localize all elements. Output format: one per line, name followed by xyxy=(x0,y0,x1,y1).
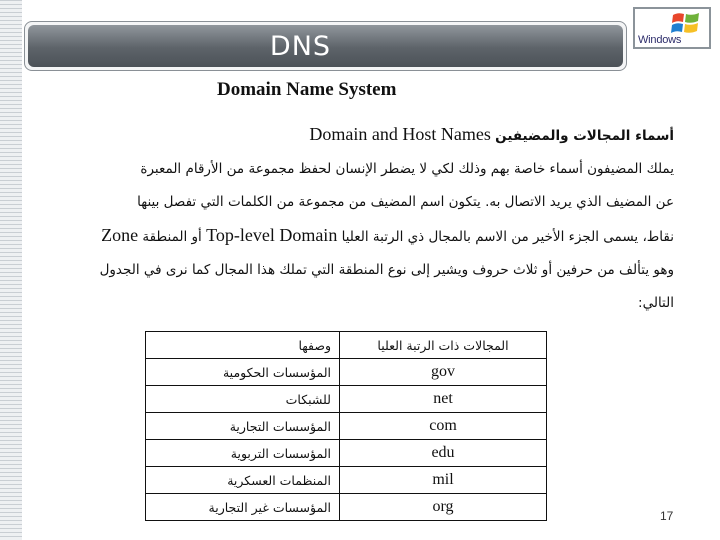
body-text xyxy=(34,118,674,320)
windows-logo-text: Windows xyxy=(638,34,682,46)
header-description: وصفها xyxy=(146,332,340,359)
table-row xyxy=(146,386,547,413)
paragraph-line-4: وهو يتألف من حرفين أو ثلاث حروف ويشير إلى نوع المنطقة التي تملك هذا المجال كما نرى في الجدول xyxy=(99,262,674,278)
description-cell: المؤسسات التجارية xyxy=(146,413,340,440)
paragraph-line-5: التالي: xyxy=(638,295,674,311)
page-number: 17 xyxy=(660,509,674,523)
description-cell: المنظمات العسكرية xyxy=(146,467,340,494)
windows-logo xyxy=(633,7,711,49)
slide-title: DNS xyxy=(269,30,332,62)
paragraph-line-2: عن المضيف الذي يريد الاتصال به. يتكون اسم المضيف من مجموعة من الكلمات التي تفصل بينها xyxy=(137,194,674,210)
title-bar-inner xyxy=(28,25,623,67)
line3-part-a: نقاط، يسمى الجزء الأخير من الاسم بالمجال ذي الرتبة العليا xyxy=(341,229,674,245)
description-cell: المؤسسات غير التجارية xyxy=(146,494,340,521)
domain-cell: com xyxy=(340,413,547,440)
paragraph-line-1: يملك المضيفون أسماء خاصة بهم وذلك لكي لا يضطر الإنسان لحفظ مجموعة من الأرقام المعبرة xyxy=(140,161,674,177)
table-row xyxy=(146,413,547,440)
table-row xyxy=(146,494,547,521)
subtitle-line xyxy=(34,118,674,153)
line3-latin-top-level: Top-level Domain xyxy=(206,225,338,245)
subtitle-arabic: أسماء المجالات والمضيفين xyxy=(495,128,674,144)
domain-cell: net xyxy=(340,386,547,413)
table-row xyxy=(146,467,547,494)
domain-cell: gov xyxy=(340,359,547,386)
domain-table xyxy=(145,331,547,521)
domain-cell: org xyxy=(340,494,547,521)
table-header-row xyxy=(146,332,547,359)
paragraph-line-3 xyxy=(34,219,674,254)
line3-part-b: أو المنطقة xyxy=(142,229,202,245)
windows-flag-icon xyxy=(671,11,701,35)
domain-cell: edu xyxy=(340,440,547,467)
title-bar xyxy=(24,21,627,71)
table-row xyxy=(146,440,547,467)
description-cell: للشبكات xyxy=(146,386,340,413)
table-row xyxy=(146,359,547,386)
line3-latin-zone: Zone xyxy=(101,225,139,245)
header-domains: المجالات ذات الرتبة العليا xyxy=(340,332,547,359)
slide-heading: Domain Name System xyxy=(217,79,397,100)
left-stripe-decoration xyxy=(0,0,22,540)
subtitle-latin: Domain and Host Names xyxy=(309,124,491,144)
description-cell: المؤسسات الحكومية xyxy=(146,359,340,386)
description-cell: المؤسسات التربوية xyxy=(146,440,340,467)
domain-cell: mil xyxy=(340,467,547,494)
